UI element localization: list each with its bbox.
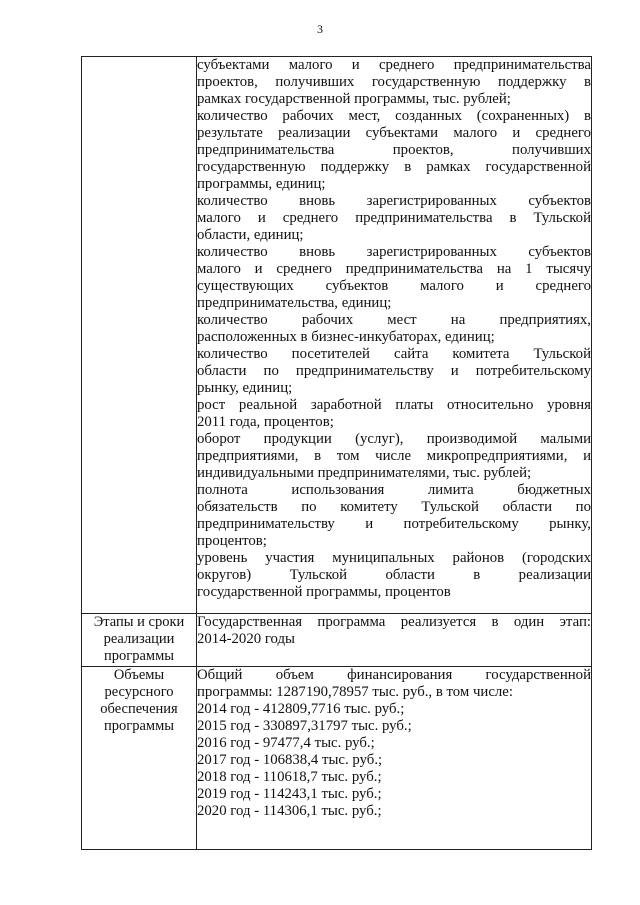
indicator-text-line: количество вновь зарегистрированных субъектов bbox=[197, 193, 591, 209]
funding-year-line: 2020 год - 114306,1 тыс. руб.; bbox=[197, 803, 382, 819]
indicator-text-line: существующих субъектов малого и среднего bbox=[197, 278, 591, 294]
indicator-text-line: процентов; bbox=[197, 533, 267, 549]
stages-label-line: реализации bbox=[103, 631, 175, 647]
indicator-text-line: результате реализации субъектами малого и среднего bbox=[197, 125, 591, 141]
funding-label-line: обеспечения bbox=[100, 701, 178, 717]
indicator-text-line: предпринимательства, единиц; bbox=[197, 295, 392, 311]
indicator-text-line: рост реальной заработной платы относительно уровня bbox=[197, 397, 591, 413]
funding-value-cell bbox=[197, 667, 592, 850]
indicator-text-line: уровень участия муниципальных районов (городских bbox=[197, 550, 591, 566]
funding-year-line: 2014 год - 412809,7716 тыс. руб.; bbox=[197, 701, 405, 717]
indicator-text-line: округов) Тульской области в реализации bbox=[197, 567, 591, 583]
indicator-text-line: количество рабочих мест на предприятиях, bbox=[197, 312, 591, 328]
program-passport-table bbox=[81, 56, 592, 850]
indicators-label-cell bbox=[82, 57, 197, 614]
indicator-text-line: области по предпринимательству и потребительскому bbox=[197, 363, 591, 379]
indicator-text-line: количество вновь зарегистрированных субъектов bbox=[197, 244, 591, 260]
indicator-text-line: государственной программы, процентов bbox=[197, 584, 451, 600]
indicator-text-line: индивидуальными предпринимателями, тыс. рублей; bbox=[197, 465, 532, 481]
indicator-text-line: оборот продукции (услуг), производимой малыми bbox=[197, 431, 591, 447]
indicator-text-line: области, единиц; bbox=[197, 227, 304, 243]
funding-year-line: 2016 год - 97477,4 тыс. руб.; bbox=[197, 735, 375, 751]
indicator-text-line: рамках государственной программы, тыс. рублей; bbox=[197, 91, 511, 107]
funding-year-line: 2017 год - 106838,4 тыс. руб.; bbox=[197, 752, 383, 768]
indicator-text-line: проектов, получивших государственную поддержку в bbox=[197, 74, 591, 90]
table-row-funding bbox=[82, 667, 592, 850]
stages-text-line: Государственная программа реализуется в один этап: bbox=[197, 614, 591, 630]
indicators-value-cell bbox=[197, 57, 592, 614]
indicators-text bbox=[197, 57, 591, 601]
stages-label-cell bbox=[82, 614, 197, 667]
indicator-text-line: программы, единиц; bbox=[197, 176, 326, 192]
funding-label-line: Объемы bbox=[113, 667, 165, 683]
indicator-text-line: предприятиями, в том числе микропредприятиями, и bbox=[197, 448, 591, 464]
indicator-text-line: предпринимательству и потребительскому рынку, bbox=[197, 516, 591, 532]
page-number: 3 bbox=[317, 22, 323, 36]
indicator-text-line: обязательств по комитету Тульской области по bbox=[197, 499, 591, 515]
indicator-text-line: государственную поддержку в рамках государственной bbox=[197, 159, 591, 175]
stages-label-line: программы bbox=[104, 648, 174, 664]
stages-text-line: 2014-2020 годы bbox=[197, 631, 295, 647]
indicator-text-line: количество посетителей сайта комитета Тульской bbox=[197, 346, 591, 362]
stages-value-cell bbox=[197, 614, 592, 667]
indicator-text-line: количество рабочих мест, созданных (сохраненных) в bbox=[197, 108, 591, 124]
indicator-text-line: 2011 года, процентов; bbox=[197, 414, 334, 430]
funding-label-line: ресурсного bbox=[104, 684, 174, 700]
funding-year-line: 2019 год - 114243,1 тыс. руб.; bbox=[197, 786, 382, 802]
funding-label-cell bbox=[82, 667, 197, 850]
indicator-text-line: рынку, единиц; bbox=[197, 380, 293, 396]
funding-label-line: программы bbox=[104, 718, 174, 734]
indicator-text-line: субъектами малого и среднего предпринимательства bbox=[197, 57, 591, 73]
funding-year-line: 2015 год - 330897,31797 тыс. руб.; bbox=[197, 718, 412, 734]
stages-label-line: Этапы и сроки bbox=[93, 614, 185, 630]
indicator-text-line: предпринимательства проектов, получивших bbox=[197, 142, 591, 158]
indicator-text-line: малого и среднего предпринимательства в Тульской bbox=[197, 210, 591, 226]
funding-year-line: 2018 год - 110618,7 тыс. руб.; bbox=[197, 769, 382, 785]
table-row-indicators bbox=[82, 57, 592, 614]
funding-intro-line: программы: 1287190,78957 тыс. руб., в том числе: bbox=[197, 684, 513, 700]
table-row-stages bbox=[82, 614, 592, 667]
indicator-text-line: полнота использования лимита бюджетных bbox=[197, 482, 591, 498]
indicator-text-line: малого и среднего предпринимательства на 1 тысячу bbox=[197, 261, 591, 277]
funding-intro-line: Общий объем финансирования государственной bbox=[197, 667, 591, 683]
indicator-text-line: расположенных в бизнес-инкубаторах, единиц; bbox=[197, 329, 495, 345]
